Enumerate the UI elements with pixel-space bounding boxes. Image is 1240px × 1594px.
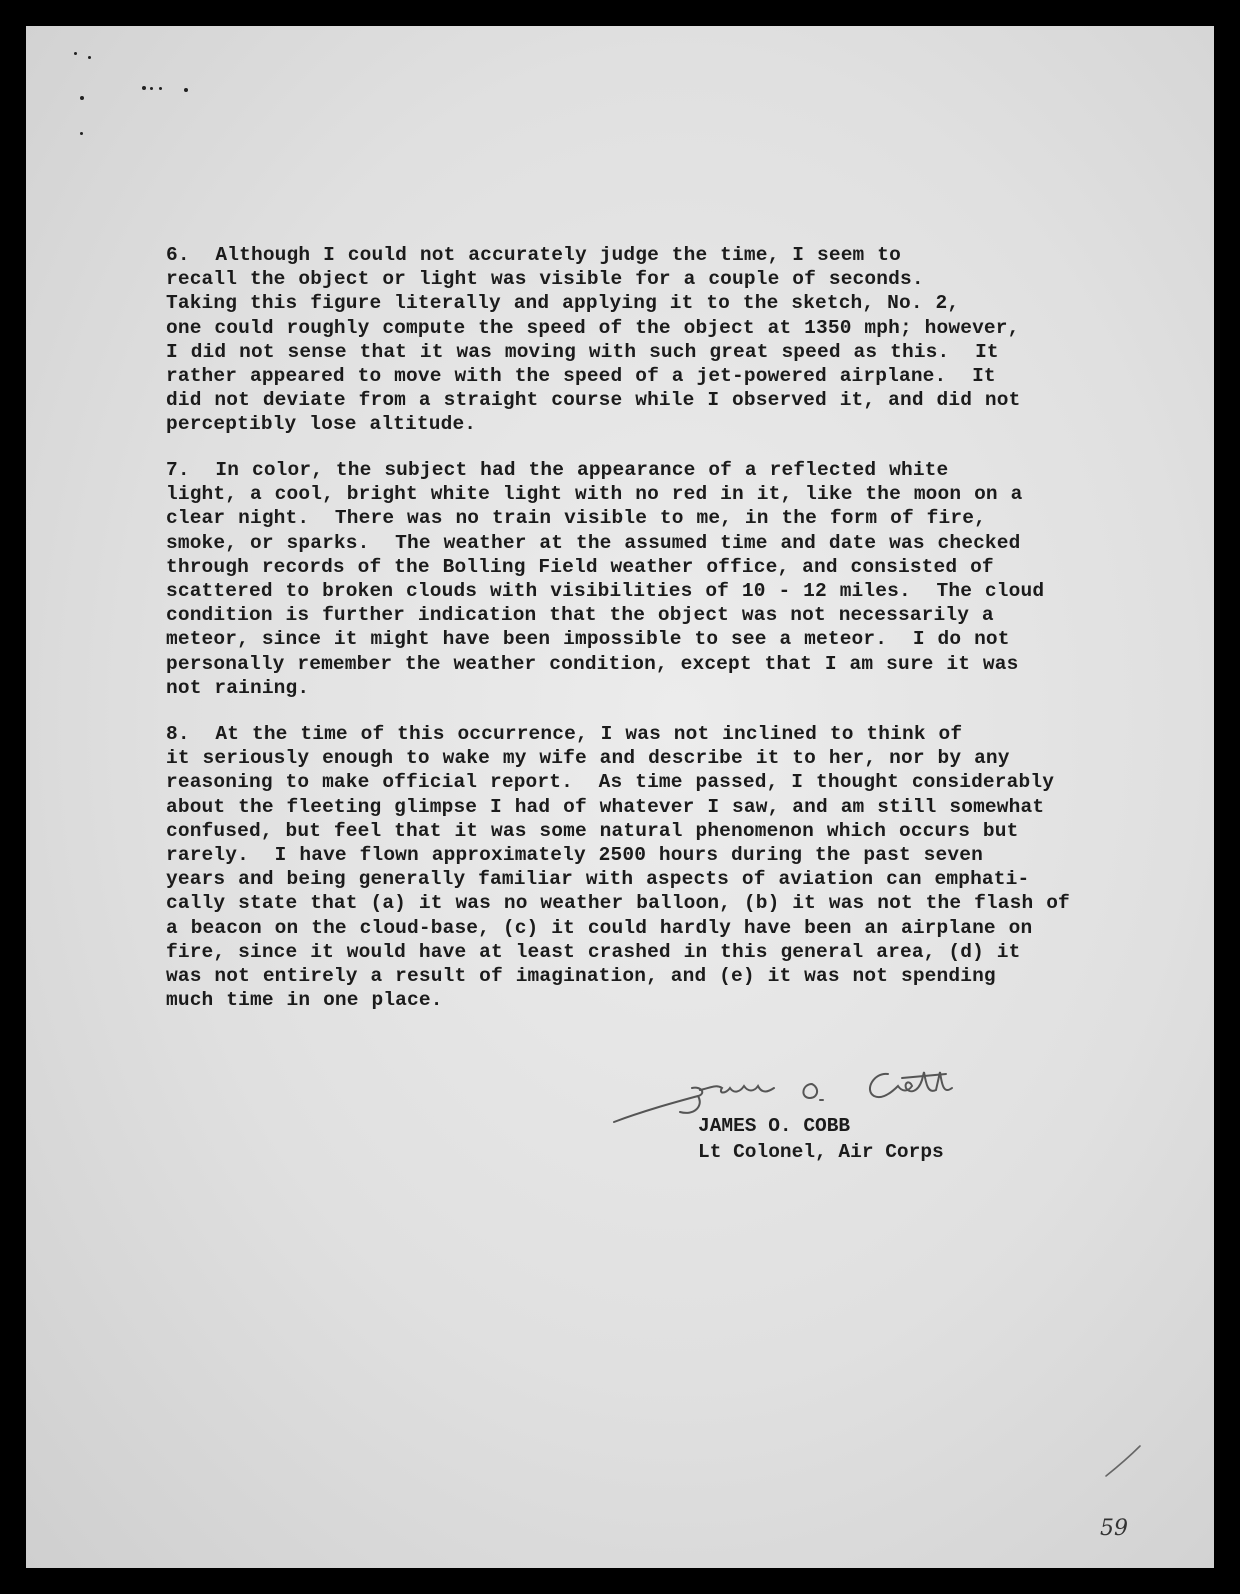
paragraph-7 <box>166 458 1126 700</box>
speck-mark <box>80 132 83 135</box>
signer-name: JAMES O. COBB <box>698 1115 851 1137</box>
text-line: smoke, or sparks. The weather at the assumed time and date was checked <box>166 531 1021 554</box>
text-line: light, a cool, bright white light with no red in it, like the moon on a <box>166 483 1023 506</box>
speck-mark <box>74 52 77 55</box>
text-line: recall the object or light was visible for a couple of seconds. <box>166 268 924 291</box>
speck-mark <box>159 87 162 90</box>
paragraph-8 <box>166 722 1126 1012</box>
text-line: 7. In color, the subject had the appearance of a reflected white <box>166 459 949 481</box>
text-line: perceptibly lose altitude. <box>166 413 477 436</box>
text-line: condition is further indication that the object was not necessarily a <box>166 604 994 627</box>
text-line: one could roughly compute the speed of the object at 1350 mph; however, <box>166 316 1020 339</box>
speck-mark <box>142 86 146 90</box>
text-line: cally state that (a) it was no weather balloon, (b) it was not the flash of <box>166 892 1070 915</box>
signature-block <box>606 1066 1026 1176</box>
pencil-check-mark <box>1104 1442 1144 1482</box>
text-line: confused, but feel that it was some natural phenomenon which occurs but <box>166 819 1019 842</box>
text-line: I did not sense that it was moving with such great speed as this. It <box>166 340 999 363</box>
text-line: about the fleeting glimpse I had of whatever I saw, and am still somewhat <box>166 795 1045 818</box>
speck-mark <box>150 87 153 90</box>
text-line: fire, since it would have at least crashed in this general area, (d) it <box>166 940 1021 963</box>
text-line: rarely. I have flown approximately 2500 hours during the past seven <box>166 844 983 867</box>
speck-mark <box>80 96 84 100</box>
text-line: reasoning to make official report. As time passed, I thought considerably <box>166 771 1055 794</box>
text-line: not raining. <box>166 676 310 699</box>
text-line: meteor, since it might have been impossible to see a meteor. I do not <box>166 628 1010 651</box>
document-page <box>26 26 1214 1568</box>
text-line: a beacon on the cloud-base, (c) it could hardly have been an airplane on <box>166 916 1033 939</box>
signer-title: Lt Colonel, Air Corps <box>698 1141 944 1163</box>
speck-mark <box>88 56 91 59</box>
text-line: it seriously enough to wake my wife and describe it to her, nor by any <box>166 747 1010 770</box>
page-number: 59 <box>1100 1516 1128 1541</box>
text-line: clear night. There was no train visible to me, in the form of fire, <box>166 507 986 530</box>
text-line: 6. Although I could not accurately judge the time, I seem to <box>166 244 901 266</box>
text-line: 8. At the time of this occurrence, I was not inclined to think of <box>166 723 963 745</box>
text-line: Taking this figure literally and applying it to the sketch, No. 2, <box>166 292 960 315</box>
text-line: personally remember the weather condition, except that I am sure it was <box>166 652 1019 675</box>
text-line: did not deviate from a straight course while I observed it, and did not <box>166 389 1021 412</box>
text-line: much time in one place. <box>166 989 443 1012</box>
text-line: scattered to broken clouds with visibilities of 10 - 12 miles. The cloud <box>166 580 1045 603</box>
text-line: through records of the Bolling Field weather office, and consisted of <box>166 555 994 578</box>
text-line: rather appeared to move with the speed of a jet-powered airplane. It <box>166 365 996 388</box>
speck-mark <box>184 88 188 92</box>
text-line: was not entirely a result of imagination, and (e) it was not spending <box>166 965 996 988</box>
text-line: years and being generally familiar with aspects of aviation can emphati- <box>166 868 1030 891</box>
paragraph-6 <box>166 243 1126 437</box>
